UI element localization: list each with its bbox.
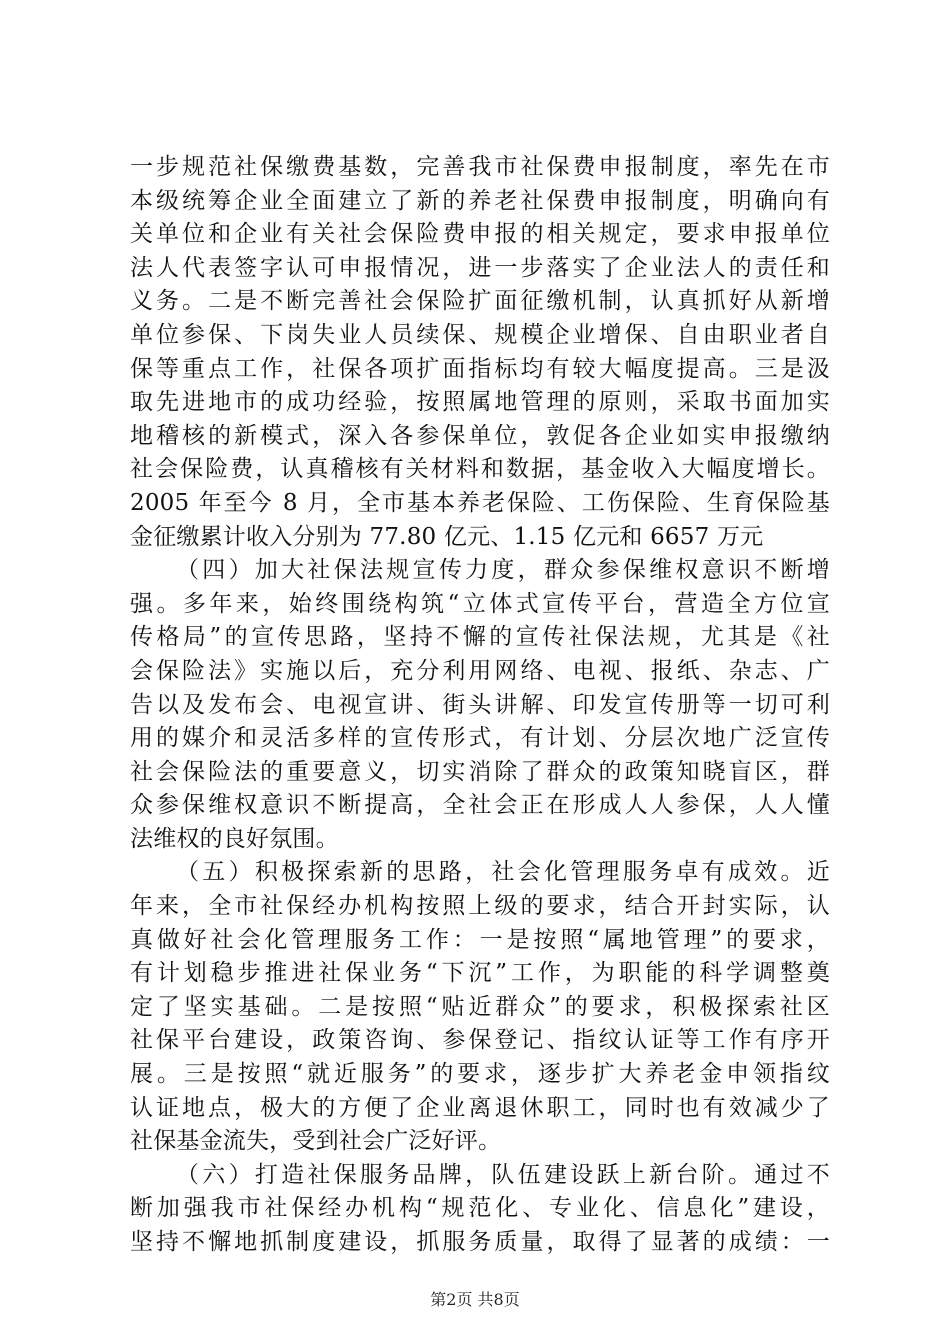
page-number-footer: 第2页 共8页 bbox=[430, 1290, 520, 1309]
text-line: 社保基金流失，受到社会广泛好评。 bbox=[130, 1128, 502, 1155]
text-line: 断加强我市社保经办机构“规范化、专业化、信息化”建设， bbox=[130, 1195, 830, 1222]
text-line: 社会保险费，认真稽核有关材料和数据，基金收入大幅度增长。 bbox=[130, 456, 830, 483]
text-line: 义务。二是不断完善社会保险扩面征缴机制，认真抓好从新增 bbox=[130, 288, 830, 315]
text-line: 展。三是按照“就近服务”的要求，逐步扩大养老金申领指纹 bbox=[130, 1061, 830, 1088]
text-line: 年来，全市社保经办机构按照上级的要求，结合开封实际，认 bbox=[130, 893, 830, 920]
paragraph-five-start: （五）积极探索新的思路，社会化管理服务卓有成效。近 bbox=[176, 859, 830, 886]
text-line: 传格局”的宣传思路，坚持不懈的宣传社保法规，尤其是《社 bbox=[130, 624, 830, 651]
text-line: 用的媒介和灵活多样的宣传形式，有计划、分层次地广泛宣传 bbox=[130, 725, 830, 752]
text-line: 真做好社会化管理服务工作：一是按照“属地管理”的要求， bbox=[130, 926, 830, 953]
text-line: 法人代表签字认可申报情况，进一步落实了企业法人的责任和 bbox=[130, 254, 830, 281]
text-line: 关单位和企业有关社会保险费申报的相关规定，要求申报单位 bbox=[130, 221, 830, 248]
text-line: 强。多年来，始终围绕构筑“立体式宣传平台，营造全方位宣 bbox=[130, 590, 830, 617]
text-line: 社保平台建设，政策咨询、参保登记、指纹认证等工作有序开 bbox=[130, 1027, 830, 1054]
text-line: 地稽核的新模式，深入各参保单位，敦促各企业如实申报缴纳 bbox=[130, 422, 830, 449]
text-line: 众参保维权意识不断提高，全社会正在形成人人参保，人人懂 bbox=[130, 792, 830, 819]
text-line: 定了坚实基础。二是按照“贴近群众”的要求，积极探索社区 bbox=[130, 993, 830, 1020]
text-line: 本级统筹企业全面建立了新的养老社保费申报制度，明确向有 bbox=[130, 187, 830, 214]
text-line: 告以及发布会、电视宣讲、街头讲解、印发宣传册等一切可利 bbox=[130, 691, 830, 718]
text-line: 会保险法》实施以后，充分利用网络、电视、报纸、杂志、广 bbox=[130, 657, 830, 684]
paragraph-six-start: （六）打造社保服务品牌，队伍建设跃上新台阶。通过不 bbox=[176, 1161, 830, 1188]
text-line: 坚持不懈地抓制度建设，抓服务质量，取得了显著的成绩：一 bbox=[130, 1229, 830, 1255]
text-line: 单位参保、下岗失业人员续保、规模企业增保、自由职业者自 bbox=[130, 321, 830, 348]
text-line: 有计划稳步推进社保业务“下沉”工作，为职能的科学调整奠 bbox=[130, 960, 830, 987]
text-line: 取先进地市的成功经验，按照属地管理的原则，采取书面加实 bbox=[130, 389, 830, 416]
text-line: 一步规范社保缴费基数，完善我市社保费申报制度，率先在市 bbox=[130, 154, 830, 180]
document-body bbox=[130, 151, 830, 1260]
text-line: 法维权的良好氛围。 bbox=[130, 825, 339, 852]
text-line: 2005 年至今 8 月，全市基本养老保险、工伤保险、生育保险基 bbox=[130, 489, 830, 516]
text-line: 保等重点工作，社保各项扩面指标均有较大幅度提高。三是汲 bbox=[130, 355, 830, 382]
text-line: 金征缴累计收入分别为 77.80 亿元、1.15 亿元和 6657 万元 bbox=[130, 523, 764, 550]
text-line: 社会保险法的重要意义，切实消除了群众的政策知晓盲区，群 bbox=[130, 758, 830, 785]
text-line: 认证地点，极大的方便了企业离退休职工，同时也有效减少了 bbox=[130, 1094, 830, 1121]
paragraph-four-start: （四）加大社保法规宣传力度，群众参保维权意识不断增 bbox=[176, 557, 830, 584]
